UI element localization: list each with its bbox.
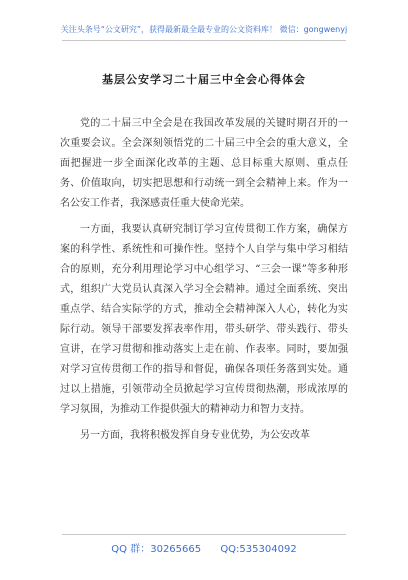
paragraph-2: 一方面，我要认真研究制订学习宣传贯彻工作方案，确保方案的科学性、系统性和可操作性。坚持个人自学与集中学习相结合的原则，充分利用理论学习中心组学习、“三会一课”等多种形式，组织广大党员认真深入学习全会精神。通过全面系统、突出重点学、结合实际学的方式，推动全会精神深入人心，转化为实际行动。领导干部要发挥表率作用，带头研学、带头践行、带头宣讲，在学习贯彻和推动落实上走在前、作表率。同时，要加强对学习宣传贯彻工作的指导和督促，确保各项任务落到实处。通过以上措施，引领带动全员掀起学习宣传贯彻热潮，形成浓厚的学习氛围，为推动工作提供强大的精神动力和智力支持。 xyxy=(60,224,348,415)
footer-contact xyxy=(0,540,408,555)
document-body xyxy=(60,114,348,452)
document-title: 基层公安学习二十届三中全会心得体会 xyxy=(102,73,306,86)
footer-qq: QQ:535304092 xyxy=(220,544,297,555)
footer-divider xyxy=(62,534,346,535)
header-banner: 关注头条号“公文研究”，获得最新最全最专业的公文资料库！ 微信：gongwenyj xyxy=(60,25,348,34)
header-divider xyxy=(62,40,346,41)
paragraph-1: 党的二十届三中全会是在我国改革发展的关键时期召开的一次重要会议。全会深刻领悟党的二十届三中全会的重大意义，全面把握进一步全面深化改革的主题、总目标重大原则、重点任务、价值取向，切实把思想和行动统一到全会精神上来。作为一名公安工作者，我深感责任重大使命光荣。 xyxy=(60,118,348,209)
paragraph-3: 另一方面，我将积极发挥自身专业优势，为公安改革 xyxy=(80,430,310,441)
footer-qq-group: QQ 群：30265665 xyxy=(111,544,202,555)
